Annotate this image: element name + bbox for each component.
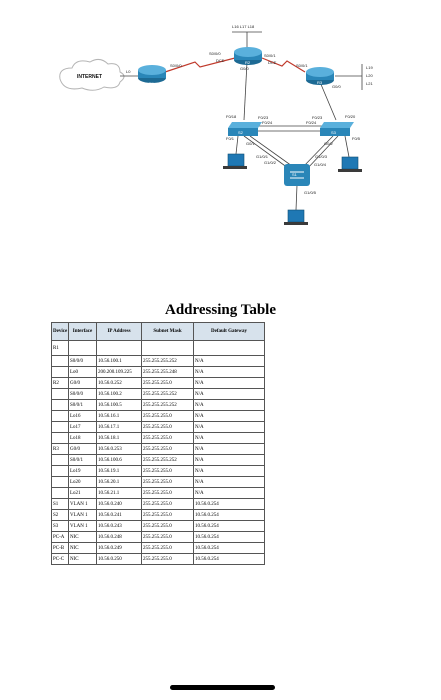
table-cell-iface: S0/0/0 [69,389,97,400]
table-cell-device: S2 [52,510,69,521]
table-cell-gw: 10.56.0.254 [194,521,265,532]
internet-label: INTERNET [77,74,102,80]
link-s3-pc [345,136,349,157]
table-row [52,510,265,521]
table-cell-device: R1 [52,341,69,356]
switch-icon: S2 [238,130,243,135]
table-cell-gw: 10.56.0.254 [194,510,265,521]
addressing-table [51,322,265,565]
router-icon: R2 [245,60,251,65]
table-cell-iface [69,341,97,356]
table-cell-device [52,433,69,444]
svg-text:G1/0/3: G1/0/3 [315,154,328,159]
table-cell-mask: 255.255.255.0 [142,433,194,444]
table-cell-iface: Lo16 [69,411,97,422]
svg-text:DCE: DCE [268,60,277,65]
table-cell-device [52,356,69,367]
table-cell-gw: N/A [194,444,265,455]
table-cell-iface: Lo21 [69,488,97,499]
table-row [52,488,265,499]
table-cell-ip: 10.56.0.248 [97,532,142,543]
table-cell-mask: 255.255.255.252 [142,389,194,400]
r2-loopback-marker [232,24,262,32]
table-cell-iface: S0/0/1 [69,400,97,411]
table-cell-gw: 10.56.0.254 [194,554,265,565]
table-cell-gw: N/A [194,477,265,488]
table-cell-device: R3 [52,444,69,455]
svg-text:F0/23: F0/23 [312,115,323,120]
table-row [52,444,265,455]
r3-loopback-marker [362,64,373,90]
table-row [52,400,265,411]
svg-text:G0/0: G0/0 [240,66,249,71]
column-header-device: Device [52,323,69,341]
table-row [52,554,265,565]
table-cell-gw [194,341,265,356]
table-cell-iface: NIC [69,532,97,543]
link-s2-pc [236,136,238,154]
table-cell-gw: N/A [194,378,265,389]
router-icon: R1 [149,81,155,86]
table-cell-ip [97,341,142,356]
table-cell-gw: N/A [194,488,265,499]
table-cell-mask: 255.255.255.248 [142,367,194,378]
table-cell-iface: Lo19 [69,466,97,477]
table-cell-gw: N/A [194,422,265,433]
table-cell-iface: Lo0 [69,367,97,378]
table-cell-mask: 255.255.255.252 [142,455,194,466]
table-row [52,543,265,554]
table-row [52,477,265,488]
table-cell-iface: G0/0 [69,378,97,389]
svg-text:F0/18: F0/18 [226,114,237,119]
table-cell-ip: 10.56.0.249 [97,543,142,554]
table-cell-iface: VLAN 1 [69,499,97,510]
table-cell-gw: N/A [194,400,265,411]
table-cell-device: PC-C [52,554,69,565]
table-row [52,356,265,367]
table-cell-mask: 255.255.255.0 [142,422,194,433]
table-cell-ip: 10.56.0.243 [97,521,142,532]
table-cell-gw: N/A [194,356,265,367]
table-row [52,341,265,356]
table-cell-ip: 10.56.16.1 [97,411,142,422]
switch-s1 [284,164,310,186]
table-cell-gw: 10.56.0.254 [194,532,265,543]
table-row [52,521,265,532]
table-row [52,367,265,378]
link-s1-pc [296,185,297,210]
table-cell-device: R2 [52,378,69,389]
table-cell-mask: 255.255.255.0 [142,411,194,422]
table-cell-device [52,477,69,488]
switch-icon: S3 [331,130,336,135]
table-cell-gw: N/A [194,367,265,378]
router-r3 [306,67,334,85]
table-cell-iface: VLAN 1 [69,510,97,521]
internet-cloud [60,59,124,90]
svg-text:S0/0/0: S0/0/0 [170,63,182,68]
column-header-ip-address: IP Address [97,323,142,341]
table-cell-device [52,455,69,466]
table-cell-ip: 10.56.17.1 [97,422,142,433]
table-cell-mask: 255.255.255.0 [142,488,194,499]
table-cell-iface: S0/0/0 [69,356,97,367]
table-cell-ip: 10.56.100.6 [97,455,142,466]
table-cell-device [52,411,69,422]
svg-text:S0/0/1: S0/0/1 [264,53,276,58]
svg-text:L21: L21 [366,81,373,86]
svg-text:L0: L0 [126,69,131,74]
svg-text:F0/5: F0/5 [352,136,361,141]
svg-text:F0/24: F0/24 [306,120,317,125]
table-body [52,341,265,565]
table-row [52,378,265,389]
column-header-default-gateway: Default Gateway [194,323,265,341]
table-cell-ip: 10.56.100.1 [97,356,142,367]
pc-icon [288,210,304,222]
svg-text:G1/0/2: G1/0/2 [264,160,277,165]
switch-s3 [320,122,354,136]
table-cell-ip: 10.56.0.253 [97,444,142,455]
table-cell-device: PC-A [52,532,69,543]
table-cell-ip: 10.56.21.1 [97,488,142,499]
table-cell-iface: NIC [69,554,97,565]
pc-left [223,154,247,169]
table-cell-mask: 255.255.255.252 [142,400,194,411]
table-cell-ip: 10.56.100.2 [97,389,142,400]
svg-text:L16 L17 L18: L16 L17 L18 [232,24,255,29]
table-cell-gw: N/A [194,411,265,422]
table-cell-mask: 255.255.255.0 [142,543,194,554]
table-cell-iface: G0/0 [69,444,97,455]
svg-text:G1/0/4: G1/0/4 [314,162,327,167]
table-cell-device: S3 [52,521,69,532]
table-header-row [52,323,265,341]
table-cell-device [52,422,69,433]
svg-text:G1/0/1: G1/0/1 [256,154,269,159]
column-header-subnet-mask: Subnet Mask [142,323,194,341]
table-cell-mask: 255.255.255.0 [142,499,194,510]
table-cell-mask [142,341,194,356]
svg-text:G0/1: G0/1 [246,141,255,146]
table-cell-device [52,367,69,378]
table-cell-mask: 255.255.255.0 [142,444,194,455]
table-cell-ip: 10.56.0.240 [97,499,142,510]
svg-text:F0/20: F0/20 [345,114,356,119]
table-row [52,499,265,510]
table-cell-gw: N/A [194,466,265,477]
pc-bottom [284,210,308,225]
table-cell-gw: N/A [194,433,265,444]
router-r2 [234,47,262,65]
table-cell-mask: 255.255.255.0 [142,510,194,521]
router-r1 [138,65,166,86]
table-cell-mask: 255.255.255.0 [142,554,194,565]
svg-text:DCE: DCE [216,58,225,63]
table-cell-iface: NIC [69,543,97,554]
table-cell-ip: 10.56.100.5 [97,400,142,411]
table-row [52,389,265,400]
router-icon: R3 [317,80,323,85]
table-cell-device: S1 [52,499,69,510]
table-cell-mask: 255.255.255.0 [142,521,194,532]
table-cell-ip: 10.56.0.250 [97,554,142,565]
switch-s2 [228,122,262,136]
svg-text:G1/0/5: G1/0/5 [304,190,317,195]
table-cell-ip: 10.56.19.1 [97,466,142,477]
svg-text:G0/2: G0/2 [324,141,333,146]
table-cell-mask: 255.255.255.0 [142,477,194,488]
table-row [52,466,265,477]
table-cell-mask: 255.255.255.0 [142,532,194,543]
table-cell-gw: N/A [194,389,265,400]
pc-icon [342,157,358,169]
table-cell-ip: 10.56.18.1 [97,433,142,444]
table-row [52,433,265,444]
svg-text:F0/23: F0/23 [258,115,269,120]
table-cell-iface: Lo17 [69,422,97,433]
table-cell-ip: 200.200.109.225 [97,367,142,378]
table-cell-device [52,466,69,477]
svg-text:G0/0: G0/0 [332,84,341,89]
table-row [52,455,265,466]
svg-text:S0/0/0: S0/0/0 [209,51,221,56]
table-cell-iface: Lo18 [69,433,97,444]
page-title: Addressing Table [164,302,277,318]
svg-text:L20: L20 [366,73,373,78]
svg-text:S0/0/1: S0/0/1 [296,63,308,68]
svg-text:L19: L19 [366,65,373,70]
table-row [52,422,265,433]
table-cell-ip: 10.56.0.241 [97,510,142,521]
table-cell-device [52,400,69,411]
home-indicator [170,685,275,690]
pc-right [338,157,362,172]
table-cell-device [52,389,69,400]
table-row [52,411,265,422]
table-cell-gw: 10.56.0.254 [194,543,265,554]
table-cell-device [52,488,69,499]
column-header-interface: Interface [69,323,97,341]
network-topology-diagram [0,0,441,250]
table-cell-iface: Lo20 [69,477,97,488]
table-cell-ip: 10.56.20.1 [97,477,142,488]
switch-icon: S1 [292,172,297,177]
table-cell-mask: 255.255.255.0 [142,466,194,477]
svg-text:F0/24: F0/24 [262,120,273,125]
table-cell-gw: 10.56.0.254 [194,499,265,510]
table-cell-iface: VLAN 1 [69,521,97,532]
table-cell-iface: S0/0/1 [69,455,97,466]
table-cell-ip: 10.56.0.252 [97,378,142,389]
table-cell-mask: 255.255.255.252 [142,356,194,367]
table-cell-gw: N/A [194,455,265,466]
table-row [52,532,265,543]
table-cell-device: PC-B [52,543,69,554]
pc-icon [228,154,244,166]
table-cell-mask: 255.255.255.0 [142,378,194,389]
svg-text:F0/1: F0/1 [226,136,235,141]
